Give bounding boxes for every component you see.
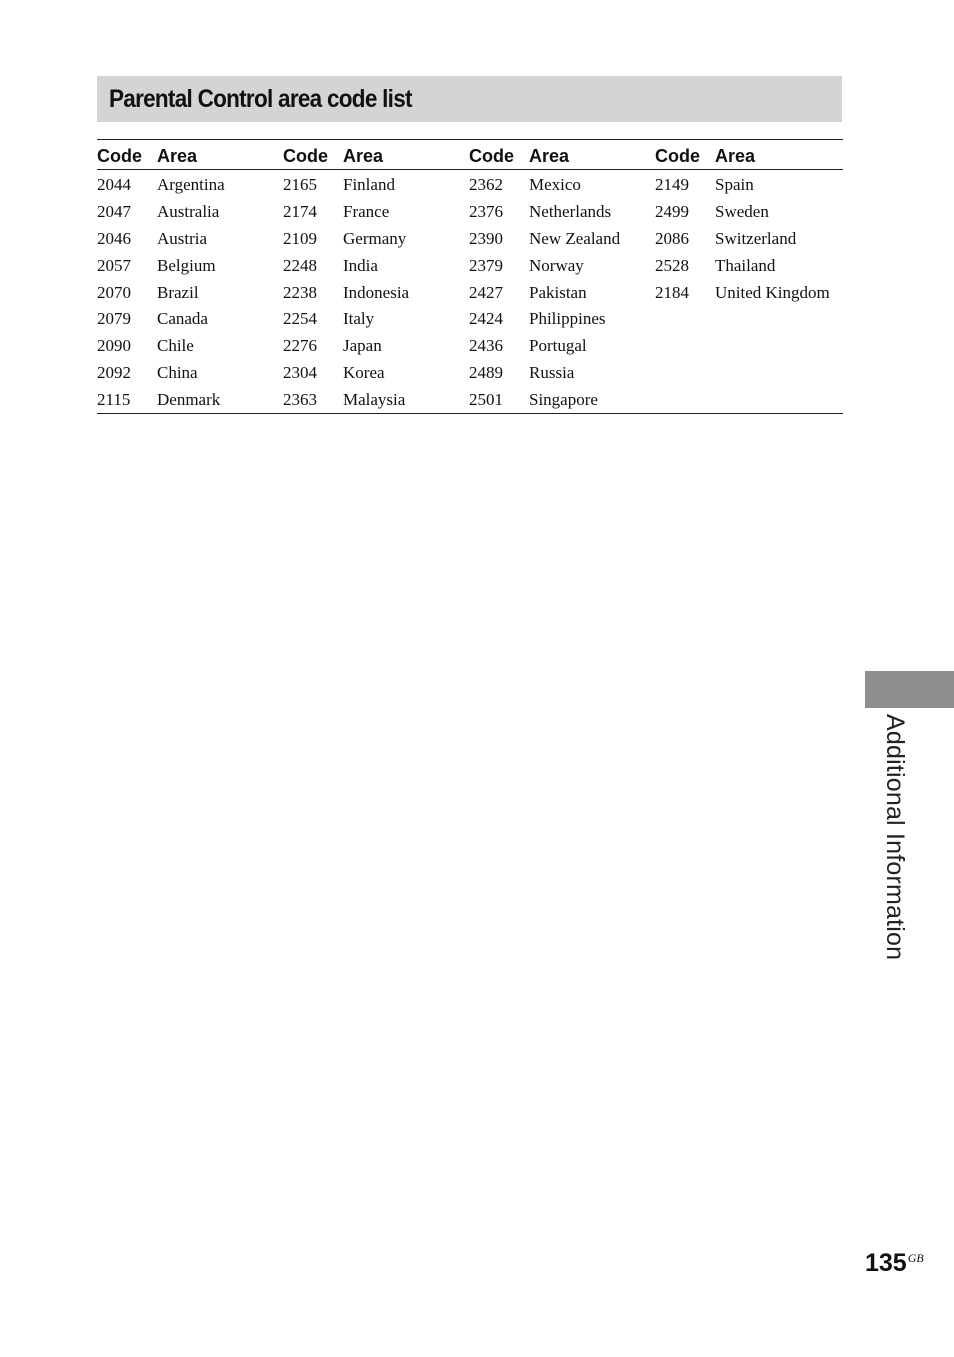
- table-header-row: [97, 140, 843, 170]
- cell-area: Japan: [343, 336, 382, 356]
- area-code-table: [97, 139, 843, 414]
- cell-area: Switzerland: [715, 228, 797, 248]
- table-row: [97, 199, 843, 226]
- cell-code: 2174: [283, 202, 317, 222]
- cell-area: [715, 386, 843, 413]
- cell-area: Mexico: [529, 175, 581, 195]
- header-code: Code: [469, 145, 514, 166]
- cell-area: Philippines: [529, 309, 606, 329]
- cell-code: 2046: [97, 228, 131, 248]
- cell-area: Australia: [157, 202, 220, 222]
- cell-code: 2254: [283, 309, 317, 329]
- cell-area: Pakistan: [529, 282, 587, 302]
- table-row: [97, 252, 843, 279]
- cell-area: Portugal: [529, 336, 587, 356]
- cell-code: 2165: [283, 175, 317, 195]
- cell-area: Singapore: [529, 389, 598, 409]
- page-number: [865, 1249, 924, 1278]
- cell-area: [715, 360, 843, 387]
- cell-code: [655, 333, 715, 360]
- cell-area: Norway: [529, 255, 584, 275]
- cell-code: 2184: [655, 282, 689, 302]
- cell-code: 2427: [469, 282, 503, 302]
- cell-code: 2390: [469, 228, 503, 248]
- header-area: Area: [529, 145, 570, 166]
- cell-area: Finland: [343, 175, 395, 195]
- table-row: [97, 386, 843, 413]
- cell-code: 2149: [655, 175, 689, 195]
- header-area: Area: [715, 145, 756, 166]
- table-row: [97, 333, 843, 360]
- cell-code: 2079: [97, 309, 131, 329]
- header-code: Code: [655, 145, 700, 166]
- cell-area: Sweden: [715, 202, 769, 222]
- cell-code: 2070: [97, 282, 131, 302]
- cell-code: 2109: [283, 228, 317, 248]
- cell-code: 2276: [283, 336, 317, 356]
- cell-area: Italy: [343, 309, 375, 329]
- cell-code: 2376: [469, 202, 503, 222]
- cell-area: Netherlands: [529, 202, 612, 222]
- cell-code: 2092: [97, 362, 131, 382]
- cell-code: 2057: [97, 255, 131, 275]
- cell-area: Denmark: [157, 389, 221, 409]
- cell-area: Thailand: [715, 255, 776, 275]
- cell-area: Canada: [157, 309, 208, 329]
- table-row: [97, 226, 843, 253]
- cell-area: Spain: [715, 175, 754, 195]
- cell-area: Argentina: [157, 175, 225, 195]
- table-row: [97, 306, 843, 333]
- section-tab-label: Additional Information: [881, 714, 909, 961]
- table-row: [97, 170, 843, 199]
- cell-code: 2528: [655, 255, 689, 275]
- section-title-bar: [97, 76, 842, 122]
- cell-code: 2424: [469, 309, 503, 329]
- cell-code: 2115: [97, 389, 131, 409]
- cell-code: 2499: [655, 202, 689, 222]
- cell-code: 2436: [469, 336, 503, 356]
- section-tab-marker: [865, 671, 954, 708]
- cell-code: [655, 306, 715, 333]
- cell-code: 2489: [469, 362, 503, 382]
- page-number-value: 135: [865, 1249, 907, 1277]
- cell-area: Germany: [343, 228, 407, 248]
- cell-area: Indonesia: [343, 282, 410, 302]
- cell-code: [655, 386, 715, 413]
- cell-area: Russia: [529, 362, 575, 382]
- page-title: Parental Control area code list: [109, 84, 412, 113]
- cell-area: India: [343, 255, 378, 275]
- table-body: [97, 170, 843, 414]
- cell-code: 2304: [283, 362, 317, 382]
- header-code: Code: [283, 145, 328, 166]
- cell-code: 2090: [97, 336, 131, 356]
- cell-area: United Kingdom: [715, 282, 830, 302]
- cell-area: France: [343, 202, 390, 222]
- cell-code: 2379: [469, 255, 503, 275]
- cell-code: 2362: [469, 175, 503, 195]
- cell-code: 2248: [283, 255, 317, 275]
- cell-code: 2044: [97, 175, 131, 195]
- cell-area: Malaysia: [343, 389, 406, 409]
- cell-area: Belgium: [157, 255, 216, 275]
- cell-code: 2086: [655, 228, 689, 248]
- table-row: [97, 360, 843, 387]
- page-number-suffix: GB: [907, 1251, 924, 1265]
- header-area: Area: [157, 145, 198, 166]
- cell-code: 2501: [469, 389, 503, 409]
- cell-area: Korea: [343, 362, 385, 382]
- cell-area: [715, 333, 843, 360]
- cell-area: New Zealand: [529, 228, 621, 248]
- cell-code: 2047: [97, 202, 131, 222]
- header-area: Area: [343, 145, 384, 166]
- cell-area: Austria: [157, 228, 208, 248]
- cell-area: Chile: [157, 336, 194, 356]
- cell-code: 2363: [283, 389, 317, 409]
- cell-area: Brazil: [157, 282, 199, 302]
- cell-code: [655, 360, 715, 387]
- table-row: [97, 279, 843, 306]
- cell-code: 2238: [283, 282, 317, 302]
- cell-area: China: [157, 362, 198, 382]
- header-code: Code: [97, 145, 142, 166]
- cell-area: [715, 306, 843, 333]
